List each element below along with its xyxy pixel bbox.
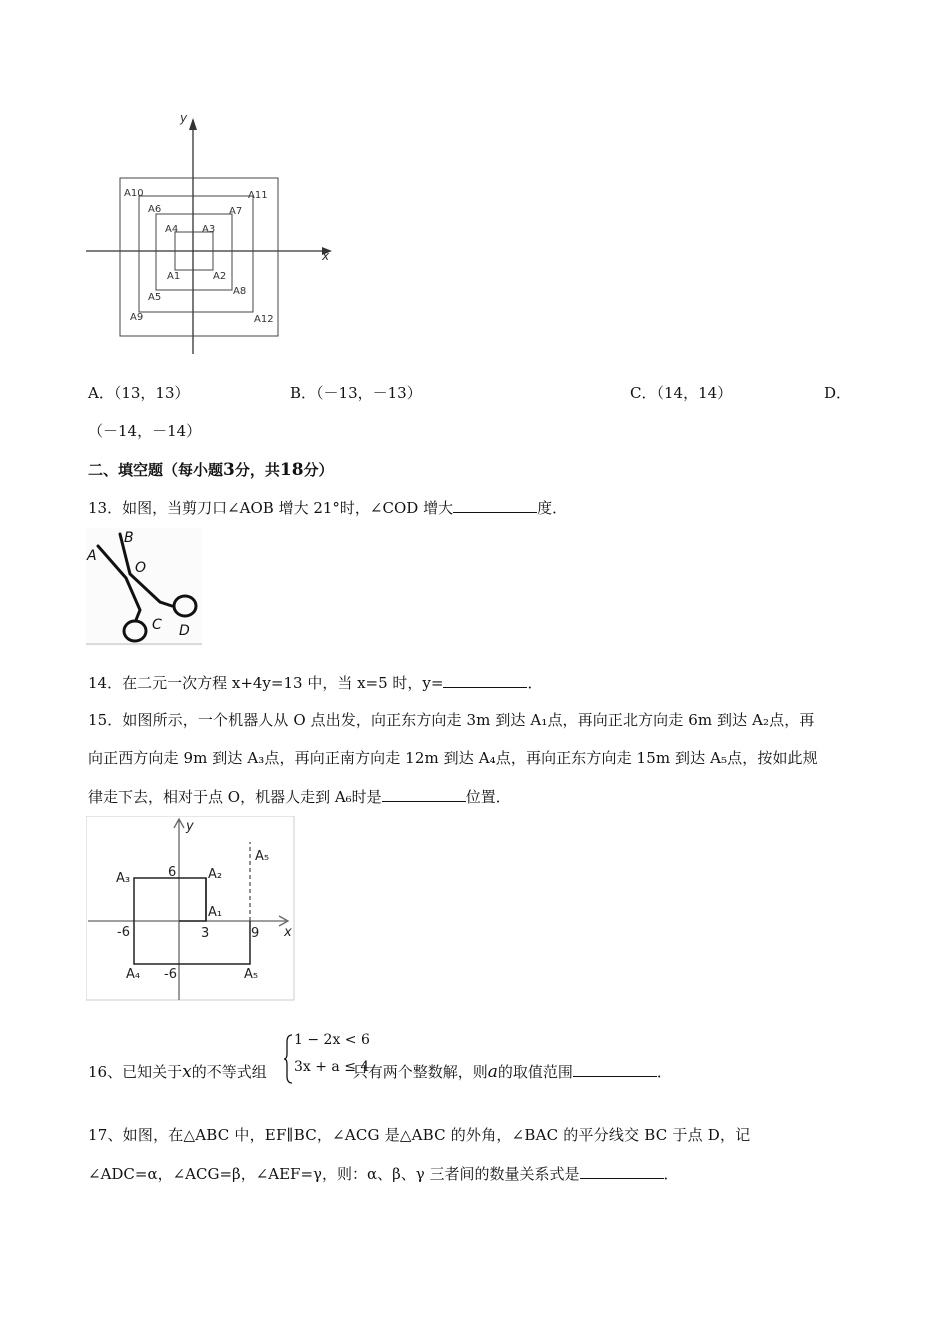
scissors-label-o: O — [135, 560, 147, 576]
scissors-figure — [86, 528, 202, 646]
section-heading-suffix: 分） — [303, 461, 334, 479]
q16-text-end: ． — [656, 1063, 672, 1081]
fig-label-6: 6 — [168, 865, 177, 880]
x-axis-label: x — [322, 249, 330, 263]
brace-icon — [283, 1034, 293, 1084]
q16-var-x: x — [182, 1062, 192, 1082]
label-a3: A3 — [202, 224, 216, 235]
fig-label-neg6-y: -6 — [164, 967, 177, 982]
q14-text-end: ． — [527, 674, 543, 692]
q15-line-3 — [88, 786, 511, 807]
q15-line-2: 向正西方向走 9m 到达 A₃点，再向正南方向走 12m 到达 A₄点，再向正东方向走 15m 到达 A₅点，按如此规 — [88, 749, 818, 767]
fig-label-a4: A₄ — [126, 967, 141, 982]
fig-label-a3: A₃ — [116, 871, 131, 886]
q16-text-2: 的不等式组 — [191, 1063, 267, 1081]
squares-figure — [86, 108, 336, 356]
fig-label-a5: A₅ — [244, 967, 259, 982]
q13-answer-blank[interactable] — [453, 497, 537, 513]
q14-text: 14．在二元一次方程 x+4y=13 中，当 x=5 时，y= — [88, 674, 444, 692]
q17-text-end: ． — [663, 1165, 679, 1183]
option-d: D． — [824, 384, 852, 402]
fig-label-9: 9 — [251, 926, 260, 941]
q13-text-end: 度． — [537, 499, 568, 517]
option-c: C．（14，14） — [630, 384, 733, 402]
q15-answer-blank[interactable] — [382, 786, 466, 802]
fig-label-x: x — [284, 925, 292, 940]
q16-text-3: 只有两个整数解，则 — [352, 1063, 488, 1081]
question-16 — [88, 1061, 672, 1082]
inequality-1: 1 − 2x < 6 — [294, 1032, 370, 1048]
option-d-value: （－14，－14） — [88, 422, 202, 440]
label-a4: A4 — [165, 224, 179, 235]
q17-answer-blank[interactable] — [580, 1163, 664, 1179]
robot-path-figure — [86, 816, 296, 1002]
label-a2: A2 — [213, 271, 227, 282]
section-heading — [88, 460, 334, 480]
fig-label-neg6-x: -6 — [117, 925, 130, 940]
section-heading-n2: 18 — [279, 460, 304, 480]
q15-text-end: 位置． — [465, 788, 511, 806]
label-a10: A10 — [124, 188, 144, 199]
option-a: A．（13，13） — [88, 384, 190, 402]
q16-var-a: a — [487, 1062, 498, 1082]
fig-label-y: y — [186, 819, 194, 834]
q17-line-1: 17、如图，在△ABC 中，EF∥BC，∠ACG 是△ABC 的外角，∠BAC 的平分线交 BC 于点 D，记 — [88, 1126, 751, 1144]
y-axis-label: y — [180, 111, 188, 125]
fig-label-a2: A₂ — [208, 867, 223, 882]
question-14 — [88, 672, 543, 693]
section-heading-n1: 3 — [223, 460, 235, 480]
q16-answer-blank[interactable] — [573, 1061, 657, 1077]
q13-text: 13．如图，当剪刀口∠AOB 增大 21°时，∠COD 增大 — [88, 499, 454, 517]
label-a1: A1 — [167, 271, 181, 282]
inequality-2: 3x + a ≤ 4 — [294, 1059, 370, 1075]
q15-line-1: 15．如图所示，一个机器人从 O 点出发，向正东方向走 3m 到达 A₁点，再向正北方向走 6m 到达 A₂点，再 — [88, 711, 815, 729]
option-b: B．（－13，－13） — [290, 384, 422, 402]
label-a6: A6 — [148, 204, 162, 215]
section-heading-prefix: 二、填空题（每小题 — [88, 461, 224, 479]
label-a7: A7 — [229, 206, 243, 217]
y-axis-arrow — [189, 118, 197, 130]
label-a8: A8 — [233, 286, 247, 297]
label-a11: A11 — [248, 190, 268, 201]
q17-text: ∠ADC=α，∠ACG=β，∠AEF=γ，则：α、β、γ 三者间的数量关系式是 — [88, 1165, 580, 1183]
question-13 — [88, 497, 567, 518]
fig-label-a1: A₁ — [208, 905, 223, 920]
section-heading-mid: 分，共 — [234, 461, 280, 479]
q17-line-2 — [88, 1163, 679, 1184]
scissors-label-c: C — [152, 617, 162, 633]
fig-label-a5-top: A₅ — [255, 849, 270, 864]
q15-text: 律走下去，相对于点 O，机器人走到 A₆时是 — [88, 788, 382, 806]
q16-text-4: 的取值范围 — [497, 1063, 573, 1081]
scissors-label-a: A — [87, 548, 97, 564]
label-a5: A5 — [148, 292, 162, 303]
q14-answer-blank[interactable] — [443, 672, 527, 688]
fig-label-3: 3 — [201, 926, 210, 941]
inequality-system — [283, 1030, 371, 1086]
scissors-label-d: D — [179, 623, 190, 639]
label-a12: A12 — [254, 314, 274, 325]
q16-text-1: 16、已知关于 — [88, 1063, 183, 1081]
scissors-label-b: B — [124, 530, 134, 546]
label-a9: A9 — [130, 312, 144, 323]
